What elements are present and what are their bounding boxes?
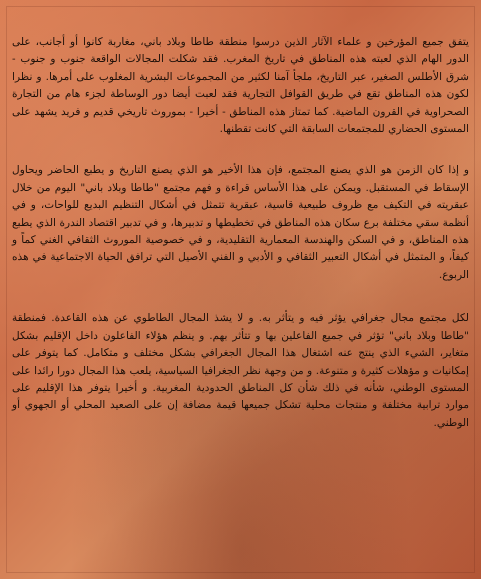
paragraph-history: يتفق جميع المؤرخين و علماء الآثار الذين درسوا منطقة طاطا وبلاد باني، مغاربة كانوا أو أجانب، على الدور الهام الذي لعبته هذه المناطق في تاريخ المغرب. فقد شكلت المجالات الواقعة جنوب و جنوب - شرق الأطلس الصغير، عبر التاريخ، ملجأ آمنا لكثير من المجموعات البشرية المغلوب على أمرها. و نظرا لكون هذه المناطق تقع في طريق القوافل التجارية فقد لعبت أيضا دور الوساطة لجزء هام من التجارة الصحراوية في القرون الماضية. كما تمتاز هذه المناطق - أخيرا - بموروث تاريخي قديم و فريد يشهد على المستوى الحضاري للمجتمعات السابقة التي كانت تقطنها. bbox=[12, 36, 469, 136]
paragraph-geography: لكل مجتمع مجال جغرافي يؤثر فيه و يتأثر به. و لا يشذ المجال الطاطوي عن هذه القاعدة. فمنطقة "طاطا وبلاد باني" تؤثر في جميع الفاعلين بها و تتأثر بهم. و ينظم هؤلاء الفاعلون داخل الإقليم بشكل متغاير، الشيء الذي ينتج عنه اشتغال هذا المجال الجغرافي بشكل مختلف و متكامل. كما يتوفر على إمكانيات و مؤهلات كثيرة و متنوعة. و من وجهة نظر الجغرافيا السياسية، يلعب هذا المجال دورا رائدا على المستوى الوطني، شأنه في ذلك شأن كل المناطق الحدودية المغربية. و أخيرا يتوفر هذا الإقليم على موارد ترابية مختلفة و منتجات محلية تشكل جميعها قيمة مضافة إن على الصعيد المحلي أو الجهوي أو الوطني. bbox=[12, 312, 469, 429]
paragraph-society: و إذا كان الزمن هو الذي يصنع المجتمع، فإن هذا الأخير هو الذي يصنع التاريخ و يطبع الحاضر ويحاول الإسقاط في المستقبل. ويمكن على هذا الأساس قراءة و فهم مجتمع "طاطا وبلاد باني" اليوم من خلال عبقريته في التكيف مع ظروف طبيعية قاسية، عبقرية تتمثل في أشكال التنظيم البديع للواحات، و في أنظمة سقي مختلفة برع سكان هذه المناطق في تخطيطها و تدبيرها، و في تدبير اقتصاد الندرة الذي يطبع هذه المناطق، و في السكن والهندسة المعمارية التقليدية، و في خصوصية الموروث الثقافي الغني كماً و كيفاً، و المتمثل في أشكال التعبير الثقافي و الأدبي و الفني الأصيل التي ترافق الحياة الاجتماعية في هذه الربوع. bbox=[12, 164, 469, 281]
